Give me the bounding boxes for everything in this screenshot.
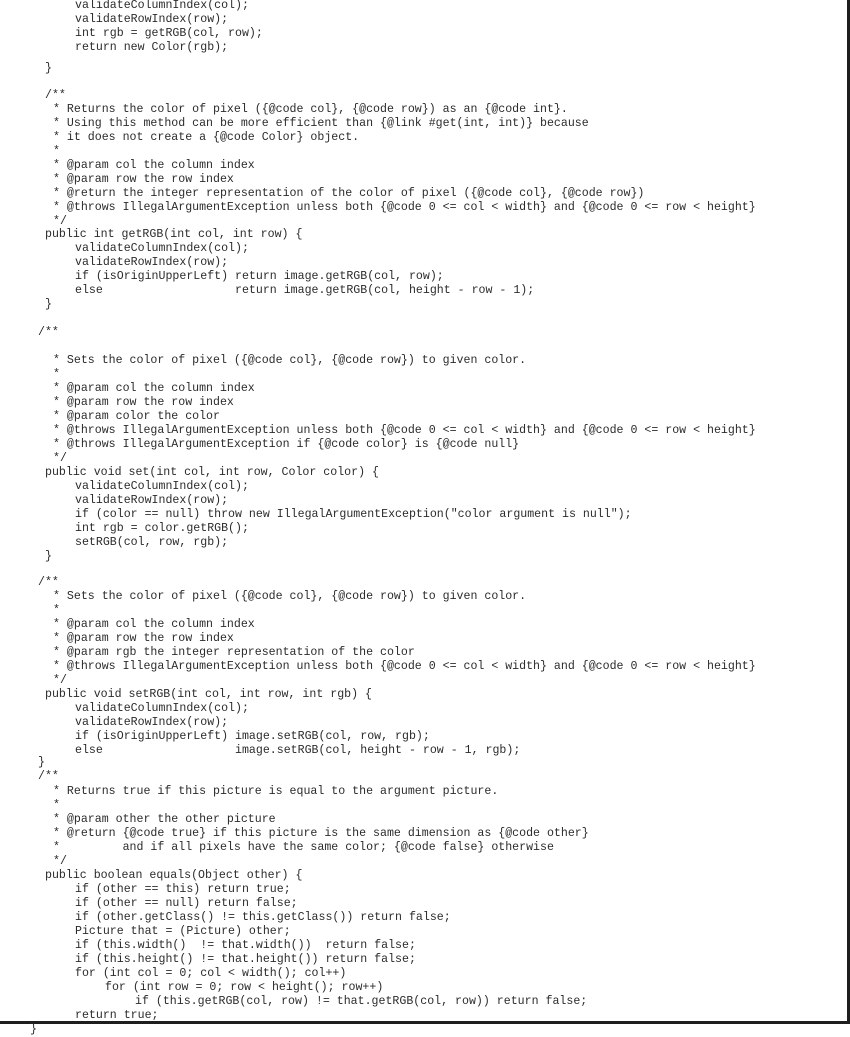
code-line: */ bbox=[53, 855, 67, 868]
code-line: * Using this method can be more efficient than {@link #get(int, int)} because bbox=[53, 117, 589, 130]
code-line: * @param row the row index bbox=[53, 173, 234, 186]
code-line: * @param row the row index bbox=[53, 396, 234, 409]
code-line: public int getRGB(int col, int row) { bbox=[45, 228, 303, 241]
code-line: * @return {@code true} if this picture is the same dimension as {@code other} bbox=[53, 827, 589, 840]
code-line: if (this.width() != that.width()) return false; bbox=[75, 939, 416, 952]
code-line: * @param color the color bbox=[53, 410, 220, 423]
code-line: * Sets the color of pixel ({@code col}, {@code row}) to given color. bbox=[53, 354, 527, 367]
code-line: * bbox=[53, 368, 60, 381]
code-line: */ bbox=[53, 215, 67, 228]
code-line: validateRowIndex(row); bbox=[75, 13, 229, 26]
code-line: * it does not create a {@code Color} object. bbox=[53, 131, 360, 144]
code-line: else image.setRGB(col, height - row - 1, rgb); bbox=[75, 744, 521, 757]
code-line: public boolean equals(Object other) { bbox=[45, 869, 303, 882]
code-line: validateColumnIndex(col); bbox=[75, 480, 249, 493]
code-line: * Returns true if this picture is equal to the argument picture. bbox=[53, 785, 499, 798]
code-line: for (int col = 0; col < width(); col++) bbox=[75, 967, 347, 980]
code-line: * @throws IllegalArgumentException if {@code color} is {@code null} bbox=[53, 438, 520, 451]
code-line: public void set(int col, int row, Color color) { bbox=[45, 466, 379, 479]
code-line: * @param row the row index bbox=[53, 632, 234, 645]
code-line: validateRowIndex(row); bbox=[75, 494, 229, 507]
code-line: /** bbox=[38, 770, 59, 783]
code-line: * Returns the color of pixel ({@code col}, {@code row}) as an {@code int}. bbox=[53, 103, 568, 116]
code-line: * @param col the column index bbox=[53, 382, 255, 395]
code-line: } bbox=[45, 62, 52, 75]
code-line: validateColumnIndex(col); bbox=[75, 242, 249, 255]
code-line: } bbox=[45, 298, 52, 311]
code-line: /** bbox=[45, 89, 66, 102]
code-line: * bbox=[53, 799, 60, 812]
code-line: return new Color(rgb); bbox=[75, 41, 229, 54]
code-line: } bbox=[30, 1023, 37, 1036]
code-line: /** bbox=[38, 576, 59, 589]
code-line: * @throws IllegalArgumentException unless both {@code 0 <= col < width} and {@code 0 <= row < height} bbox=[53, 424, 756, 437]
code-line: * @throws IllegalArgumentException unless both {@code 0 <= col < width} and {@code 0 <= row < height} bbox=[53, 201, 756, 214]
code-line: if (other.getClass() != this.getClass()) return false; bbox=[75, 911, 451, 924]
code-line: * @param col the column index bbox=[53, 618, 255, 631]
code-line: Picture that = (Picture) other; bbox=[75, 925, 291, 938]
code-line: * @param col the column index bbox=[53, 159, 255, 172]
code-line: validateColumnIndex(col); bbox=[75, 702, 249, 715]
code-line: validateColumnIndex(col); bbox=[75, 0, 249, 12]
code-line: validateRowIndex(row); bbox=[75, 256, 229, 269]
code-line: * and if all pixels have the same color; {@code false} otherwise bbox=[53, 841, 554, 854]
code-line: if (other == this) return true; bbox=[75, 883, 291, 896]
code-line: public void setRGB(int col, int row, int rgb) { bbox=[45, 688, 372, 701]
code-line: validateRowIndex(row); bbox=[75, 716, 229, 729]
code-line: * bbox=[53, 145, 60, 158]
code-line: if (isOriginUpperLeft) image.setRGB(col, row, rgb); bbox=[75, 730, 430, 743]
code-line: * bbox=[53, 604, 60, 617]
code-line: */ bbox=[53, 674, 67, 687]
code-line: if (color == null) throw new IllegalArgumentException("color argument is null"); bbox=[75, 508, 632, 521]
code-line: int rgb = getRGB(col, row); bbox=[75, 27, 263, 40]
code-line: if (this.height() != that.height()) return false; bbox=[75, 953, 416, 966]
code-line: if (isOriginUpperLeft) return image.getRGB(col, row); bbox=[75, 270, 444, 283]
code-line: int rgb = color.getRGB(); bbox=[75, 522, 249, 535]
code-line: * @param other the other picture bbox=[53, 813, 276, 826]
code-line: if (this.getRGB(col, row) != that.getRGB(col, row)) return false; bbox=[135, 995, 588, 1008]
code-line: * @return the integer representation of the color of pixel ({@code col}, {@code row}) bbox=[53, 187, 645, 200]
code-line: else return image.getRGB(col, height - row - 1); bbox=[75, 284, 535, 297]
code-line: /** bbox=[38, 326, 59, 339]
code-line: * Sets the color of pixel ({@code col}, {@code row}) to given color. bbox=[53, 590, 527, 603]
code-line: if (other == null) return false; bbox=[75, 897, 298, 910]
code-line: for (int row = 0; row < height(); row++) bbox=[105, 981, 384, 994]
code-line: setRGB(col, row, rgb); bbox=[75, 536, 229, 549]
code-line: */ bbox=[53, 452, 67, 465]
code-line: * @param rgb the integer representation of the color bbox=[53, 646, 415, 659]
code-line: } bbox=[38, 756, 45, 769]
code-line: * @throws IllegalArgumentException unless both {@code 0 <= col < width} and {@code 0 <= row < height} bbox=[53, 660, 756, 673]
code-line: } bbox=[45, 550, 52, 563]
code-line: return true; bbox=[75, 1009, 159, 1022]
